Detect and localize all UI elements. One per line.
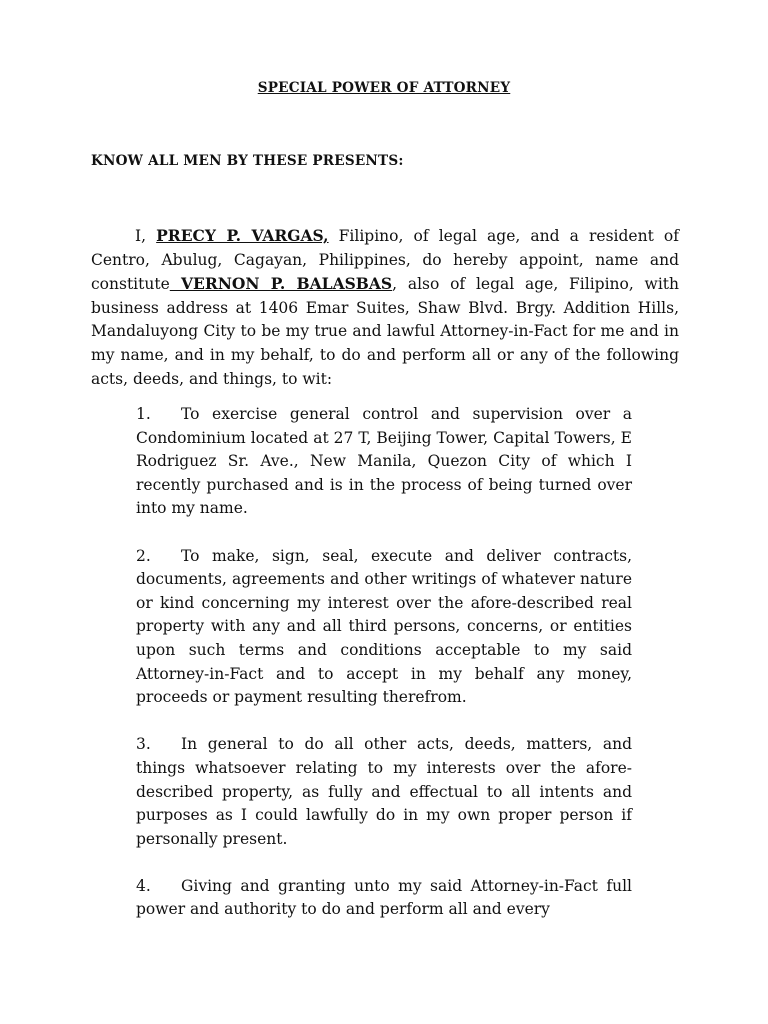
intro-part1: I, [135, 227, 157, 245]
item-text: To make, sign, seal, execute and deliver contracts, documents, agreements and other writings of whatever nature or kind concerning my interest over the afore-described real property with any and all third persons, concerns, or entities upon such terms and conditions acceptable to my said Attorney-in-Fact and to accept in my behalf any money, proceeds or payment resulting therefrom. [136, 546, 632, 707]
item-number: 1. [136, 405, 151, 423]
item-number: 4. [136, 876, 151, 895]
intro-part2: Filipino, of legal age, and a resident of Centro, Abulug, Cagayan, Philippines, do hereby appoint, name and constitute [91, 227, 679, 294]
attorney-name: VERNON P. BALASBAS [169, 274, 393, 294]
document-title: SPECIAL POWER OF ATTORNEY [257, 80, 511, 96]
powers-list [136, 403, 632, 946]
item-number: 3. [136, 735, 151, 754]
salutation: KNOW ALL MEN BY THESE PRESENTS: [91, 153, 404, 169]
list-item [136, 733, 632, 851]
intro-paragraph [91, 224, 679, 391]
list-item [136, 875, 632, 922]
item-text: To exercise general control and supervision over a Condominium located at 27 T, Beijing Tower, Capital Towers, E Rodriguez Sr. Ave., New Manila, Quezon City of which I recently purchased and is in the process of being turned over into my name. [136, 405, 632, 518]
item-text: In general to do all other acts, deeds, matters, and things whatsoever relating to my interests over the afore-described property, as fully and effectual to all intents and purposes as I could lawfully do in my own proper person if personally present. [136, 735, 632, 848]
item-text: Giving and granting unto my said Attorney-in-Fact full power and authority to do and perform all and every [136, 876, 632, 919]
intro-part3: , also of legal age, Filipino, with business address at 1406 Emar Suites, Shaw Blvd. Brgy. Addition Hills, Mandaluyong City to be my true and lawful Attorney-in-Fact for me and in my name, and in my behalf, to do and perform all or any of the following acts, deeds, and things, to wit: [91, 275, 679, 388]
list-item [136, 403, 632, 521]
list-item [136, 545, 632, 710]
principal-name: PRECY P. VARGAS, [156, 226, 329, 245]
item-number: 2. [136, 546, 151, 565]
